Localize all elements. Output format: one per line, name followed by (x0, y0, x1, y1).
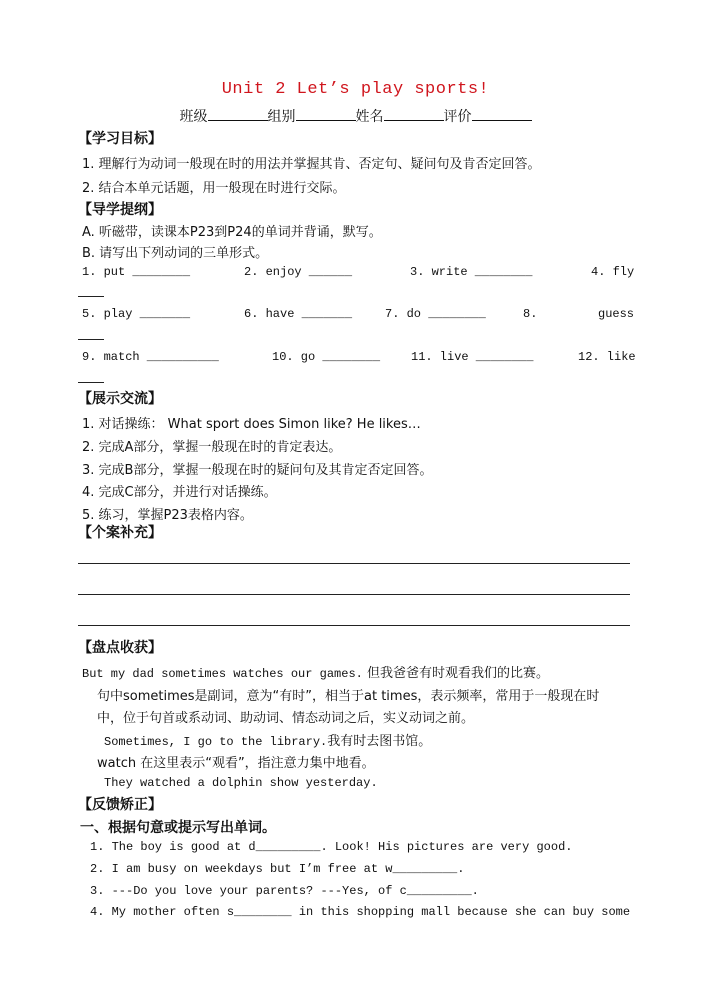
verb-item-10: 10. go ________ (272, 350, 381, 364)
student-info-line (0, 106, 711, 126)
writing-line-2[interactable] (78, 594, 630, 595)
show-item-2: 2. 完成A部分，掌握一般现在时的肯定表达。 (82, 440, 342, 455)
verb-8-blank[interactable] (78, 339, 104, 340)
goal-item-2: 2. 结合本单元话题，用一般现在时进行交际。 (82, 181, 346, 196)
eval-blank[interactable] (472, 108, 532, 121)
verb-4-blank[interactable] (78, 296, 104, 297)
summary-line-1 (82, 662, 549, 681)
verb-item-1: 1. put ________ (82, 265, 191, 279)
feedback-item-1: 1. The boy is good at d_________. Look! His pictures are very good. (90, 840, 573, 854)
summary-line-4-en: Sometimes, I go to the library. (104, 735, 328, 749)
feedback-item-3: 3. ---Do you love your parents? ---Yes, of c_________. (90, 884, 479, 898)
section-case: 【个案补充】 (78, 525, 162, 541)
writing-line-3[interactable] (78, 625, 630, 626)
page-title: Unit 2 Let’s play sports! (221, 80, 490, 99)
verb-item-7: 7. do ________ (385, 307, 486, 321)
summary-line-2: 句中sometimes是副词，意为“有时”，相当于at times，表示频率，常用于一般现在时 (97, 689, 600, 704)
goal-item-1: 1. 理解行为动词一般现在时的用法并掌握其肯、否定句、疑问句及肯否定回答。 (82, 157, 541, 172)
verb-12-blank[interactable] (78, 382, 104, 383)
writing-line-1[interactable] (78, 563, 630, 564)
show-item-4: 4. 完成C部分，并进行对话操练。 (82, 485, 277, 500)
outline-b: B. 请写出下列动词的三单形式。 (82, 246, 269, 261)
section-outline: 【导学提纲】 (78, 202, 162, 218)
summary-line-3: 中，位于句首或系动词、助动词、情态动词之后，实义动词之前。 (97, 711, 475, 726)
feedback-item-4: 4. My mother often s________ in this shopping mall because she can buy some (90, 905, 631, 919)
verb-item-2: 2. enjoy ______ (244, 265, 353, 279)
summary-line-4 (104, 730, 431, 749)
show-item-5: 5. 练习，掌握P23表格内容。 (82, 508, 253, 523)
section-summary: 【盘点收获】 (78, 640, 162, 656)
group-blank[interactable] (296, 108, 356, 121)
verb-item-12: 12. like (578, 350, 636, 364)
verb-item-8-number: 8. (523, 307, 538, 321)
verb-item-5: 5. play _______ (82, 307, 191, 321)
eval-label: 评价 (443, 109, 472, 125)
summary-line-6: They watched a dolphin show yesterday. (104, 776, 378, 790)
verb-item-9: 9. match __________ (82, 350, 219, 364)
section-show: 【展示交流】 (78, 391, 162, 407)
outline-a: A. 听磁带，读课本P23到P24的单词并背诵，默写。 (82, 225, 382, 240)
verb-item-3: 3. write ________ (410, 265, 533, 279)
summary-line-1-en: But my dad sometimes watches our games. (82, 667, 363, 681)
show-item-3: 3. 完成B部分，掌握一般现在时的疑问句及其肯定否定回答。 (82, 463, 433, 478)
name-label: 姓名 (355, 109, 384, 125)
summary-line-5: watch 在这里表示“观看”，指注意力集中地看。 (97, 756, 375, 771)
feedback-heading: 一、根据句意或提示写出单词。 (80, 820, 276, 836)
show-item-1: 1. 对话操练： What sport does Simon like? He likes… (82, 417, 421, 432)
class-blank[interactable] (208, 108, 268, 121)
verb-item-4: 4. fly (591, 265, 635, 279)
feedback-item-2: 2. I am busy on weekdays but I’m free at w_________. (90, 862, 465, 876)
class-label: 班级 (179, 109, 208, 125)
verb-item-8-word: guess (598, 307, 635, 321)
summary-line-4-cn: 我有时去图书馆。 (327, 734, 432, 749)
section-feedback: 【反馈矫正】 (78, 797, 162, 813)
verb-item-6: 6. have _______ (244, 307, 353, 321)
verb-item-11: 11. live ________ (411, 350, 534, 364)
summary-line-1-cn: 但我爸爸有时观看我们的比赛。 (362, 666, 549, 681)
group-label: 组别 (267, 109, 296, 125)
section-goals: 【学习目标】 (78, 131, 162, 147)
name-blank[interactable] (384, 108, 444, 121)
